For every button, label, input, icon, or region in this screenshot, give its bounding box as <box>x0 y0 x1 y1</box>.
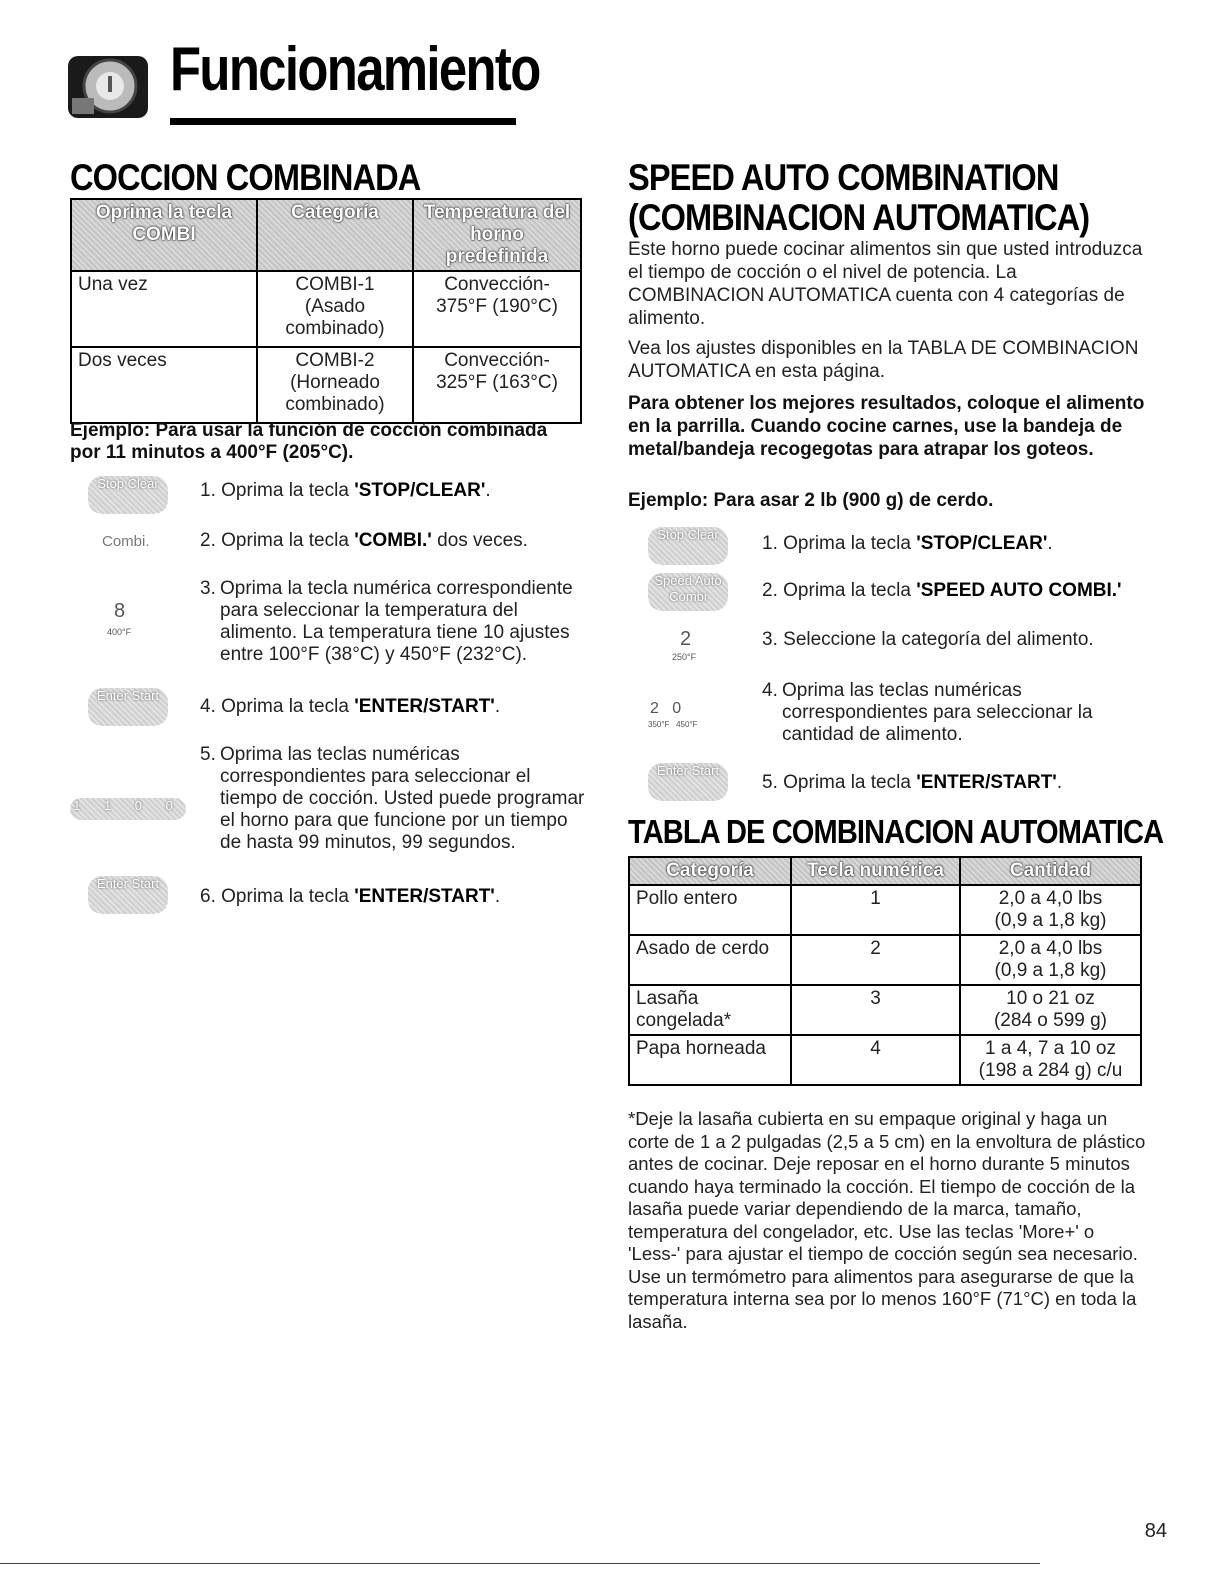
quantity-digit-keys: 2 0 <box>650 700 682 717</box>
step-text: Oprima las teclas numéricas correspondientes para seleccionar la cantidad de alimento. <box>782 680 1093 745</box>
table-cell <box>413 347 581 423</box>
cell-line: (Asado <box>304 296 366 317</box>
right-step-1 <box>762 533 1162 555</box>
page-number: 84 <box>1144 1520 1167 1542</box>
table-cell <box>960 935 1141 985</box>
left-step-5 <box>200 744 585 854</box>
step-text: Oprima la tecla <box>221 530 355 551</box>
step-text-end: . <box>1056 772 1063 793</box>
table-cell <box>960 985 1141 1035</box>
right-example: Ejemplo: Para asar 2 lb (900 g) de cerdo. <box>628 490 994 511</box>
step-text: Oprima la tecla <box>783 580 917 601</box>
step-text: Oprima la tecla <box>221 886 355 907</box>
step-text: Oprima la tecla <box>221 696 355 717</box>
table-cell: 3 <box>791 985 960 1035</box>
cell-line: Convección- <box>444 350 550 371</box>
step-key: 'STOP/CLEAR' <box>916 533 1048 554</box>
combi-header-temp: Temperatura del horno predefinida <box>413 199 581 271</box>
cell-line: COMBI-1 <box>295 274 375 295</box>
cell-line: Convección- <box>444 274 550 295</box>
combi-header-key: Oprima la tecla COMBI <box>71 199 257 271</box>
table-header-category: Categoría <box>629 857 791 885</box>
step-number: 2. <box>762 580 778 601</box>
cell-line: 1 a 4, 7 a 10 oz <box>985 1038 1116 1059</box>
cell-line: (Horneado <box>290 372 380 393</box>
table-cell <box>413 271 581 347</box>
step-text-end: dos veces. <box>431 530 528 551</box>
cell-line: combinado) <box>285 318 385 339</box>
right-intro: Este horno puede cocinar alimentos sin que usted introduzca el tiempo de cocción o el nivel de potencia. La COMBINACION AUTOMATICA cuenta con 4 categorías de alimento. <box>628 239 1143 329</box>
step-number: 1. <box>762 533 778 554</box>
step-text: Oprima la tecla <box>221 480 355 501</box>
right-step-3 <box>762 629 1162 651</box>
table-cell: Dos veces <box>71 347 257 423</box>
stop-clear-key: Stop Clear <box>88 476 168 514</box>
left-step-2 <box>200 530 580 552</box>
step-text: Oprima la tecla <box>783 533 917 554</box>
table-cell <box>960 885 1141 935</box>
cell-line: Asado de cerdo <box>636 938 770 959</box>
step-text-end: . <box>494 886 501 907</box>
right-intro-2: Vea los ajustes disponibles en la TABLA DE COMBINACION AUTOMATICA en esta página. <box>628 338 1139 382</box>
combi-table <box>70 198 582 424</box>
enter-start-key-2: Enter Start <box>88 876 168 914</box>
oven-dial-icon <box>68 50 148 122</box>
step-number: 5. <box>762 772 778 793</box>
cell-line: (0,9 a 1,8 kg) <box>994 960 1107 981</box>
left-step-6 <box>200 886 580 908</box>
step-key: 'ENTER/START' <box>354 886 495 907</box>
left-step-4 <box>200 696 580 718</box>
step-key: 'ENTER/START' <box>916 772 1057 793</box>
digit-key-right: 2 <box>680 628 692 650</box>
right-step-5 <box>762 772 1162 794</box>
title-underline <box>170 118 516 125</box>
step-number: 6. <box>200 886 216 907</box>
left-step-1 <box>200 480 580 502</box>
step-number: 5. <box>200 744 216 765</box>
right-step-2 <box>762 580 1162 602</box>
cell-line: combinado) <box>285 394 385 415</box>
step-text: Oprima la tecla numérica correspondiente para seleccionar la temperatura del alimento. La temperatura tiene 10 ajustes entre 100°F (38°C) y 450°F (232°C). <box>220 578 573 665</box>
step-key: 'COMBI.' <box>354 530 432 551</box>
digit-key-right-label: 250°F <box>672 652 697 662</box>
section-title-coccion-combinada: COCCION COMBINADA <box>70 157 421 198</box>
step-number: 3. <box>762 629 778 650</box>
footer-rule <box>0 1563 1040 1564</box>
step-number: 4. <box>762 680 778 701</box>
right-step-4 <box>762 680 1102 746</box>
digit-key-label: 400°F <box>107 627 132 637</box>
table-cell <box>629 885 791 935</box>
combi-header-category: Categoría <box>257 199 413 271</box>
page-title: Funcionamiento <box>170 35 540 104</box>
cell-line: 10 o 21 oz <box>1006 988 1095 1009</box>
right-tip: Para obtener los mejores resultados, coloque el alimento en la parrilla. Cuando cocine carnes, use la bandeja de metal/bandeja recogegotas para atrapar los goteos. <box>628 393 1145 460</box>
cell-line: Papa horneada <box>636 1038 766 1059</box>
cell-line: 2,0 a 4,0 lbs <box>998 888 1103 909</box>
step-text-end: . <box>1047 533 1053 554</box>
section-title-tabla: TABLA DE COMBINACION AUTOMATICA <box>628 813 1164 850</box>
cell-line: congelada* <box>636 1010 732 1031</box>
speed-auto-combi-key: Speed Auto Combi <box>648 573 728 611</box>
table-cell <box>629 935 791 985</box>
auto-combi-table <box>628 856 1142 1086</box>
step-key: 'SPEED AUTO COMBI.' <box>916 580 1122 601</box>
quantity-digit-keys-label: 350°F 450°F <box>648 720 698 729</box>
table-cell: 2 <box>791 935 960 985</box>
table-row <box>629 885 1141 935</box>
cell-line: 325°F (163°C) <box>436 372 558 393</box>
step-number: 3. <box>200 578 216 599</box>
step-text: Oprima la tecla <box>783 772 917 793</box>
table-row <box>71 271 581 347</box>
table-cell <box>257 271 413 347</box>
timer-digit-keys: 1 1 0 0 <box>70 798 186 820</box>
cell-line: (198 a 284 g) c/u <box>978 1060 1123 1081</box>
table-cell: 4 <box>791 1035 960 1085</box>
step-text: Seleccione la categoría del alimento. <box>783 629 1094 650</box>
digit-key: 8 <box>114 600 126 622</box>
table-row <box>71 347 581 423</box>
table-row <box>629 985 1141 1035</box>
step-text-end: . <box>485 480 491 501</box>
lasagna-note: *Deje la lasaña cubierta en su empaque original y haga un corte de 1 a 2 pulgadas (2,5 a 5 cm) en la envoltura de plástico antes de cocinar. Deje reposar en el horno durante 5 minutos cuando haya terminado la cocción. El tiempo de cocción de la lasaña puede variar dependiendo de la marca, tamaño, temperatura del congelador, etc. Use las teclas 'More+' o 'Less-' para ajustar el tiempo de cocción según sea necesario. Use un termómetro para alimentos para asegurarse de que la temperatura interna sea por lo menos 160°F (71°C) en toda la lasaña. <box>628 1108 1146 1332</box>
left-example: Ejemplo: Para usar la función de cocción combinada por 11 minutos a 400°F (205°C). <box>70 420 548 463</box>
step-number: 1. <box>200 480 216 501</box>
step-number: 4. <box>200 696 216 717</box>
cell-line: (284 o 599 g) <box>993 1010 1108 1031</box>
table-row <box>629 1035 1141 1085</box>
table-cell: 1 <box>791 885 960 935</box>
table-cell <box>257 347 413 423</box>
combi-key: Combi. <box>102 533 150 550</box>
step-key: 'ENTER/START' <box>354 696 495 717</box>
table-header-quantity: Cantidad <box>960 857 1141 885</box>
cell-line: 375°F (190°C) <box>436 296 558 317</box>
enter-start-key-right: Enter Start <box>648 763 728 801</box>
cell-line: (0,9 a 1,8 kg) <box>994 910 1107 931</box>
step-text: Oprima las teclas numéricas correspondientes para seleccionar el tiempo de cocción. Usted puede programar el horno para que funcione por un tiempo de hasta 99 minutos, 99 segundos. <box>220 744 585 853</box>
cell-line: COMBI-2 <box>295 350 375 371</box>
left-step-3 <box>200 578 585 666</box>
cell-line: 2,0 a 4,0 lbs <box>998 938 1103 959</box>
table-header-key: Tecla numérica <box>791 857 960 885</box>
step-text-end: . <box>494 696 501 717</box>
step-key: 'STOP/CLEAR' <box>354 480 486 501</box>
section-title-speed-auto-1: SPEED AUTO COMBINATION <box>628 157 1059 198</box>
enter-start-key: Enter Start <box>88 688 168 726</box>
stop-clear-key-right: Stop Clear <box>648 527 728 565</box>
cell-line: Pollo entero <box>636 888 738 909</box>
table-cell <box>629 985 791 1035</box>
table-row <box>629 935 1141 985</box>
table-cell: Una vez <box>71 271 257 347</box>
section-title-speed-auto-2: (COMBINACION AUTOMATICA) <box>628 197 1090 238</box>
cell-line: Lasaña <box>636 988 699 1009</box>
table-cell <box>629 1035 791 1085</box>
step-number: 2. <box>200 530 216 551</box>
table-cell <box>960 1035 1141 1085</box>
